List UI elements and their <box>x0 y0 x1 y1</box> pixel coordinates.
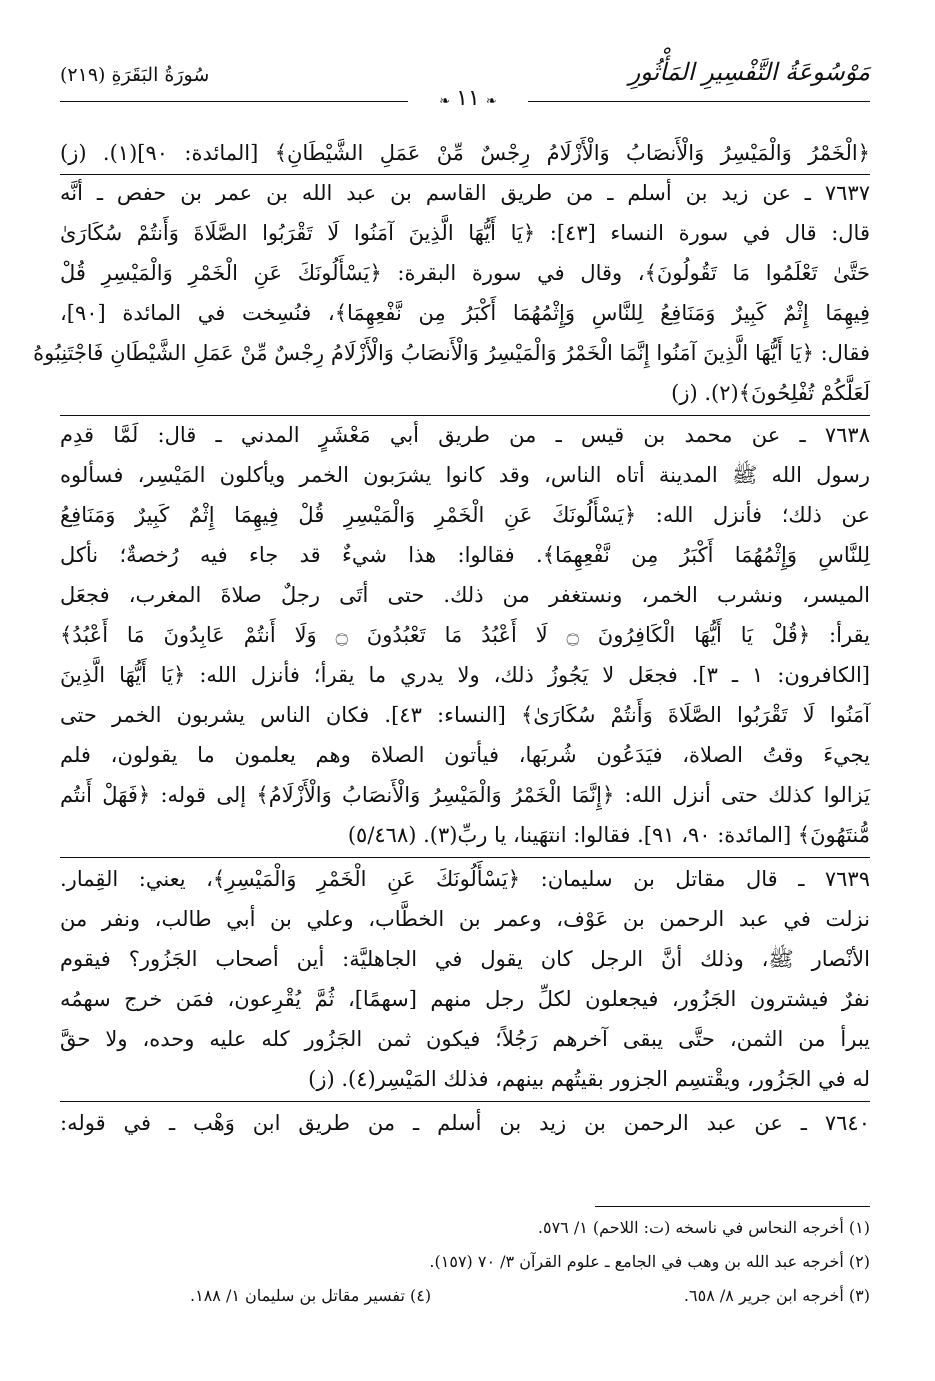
page-number: ❧١١❧ <box>408 86 528 111</box>
paragraph-separator <box>60 174 870 175</box>
text-line: الميسر، ونشرب الخمر، ونستغفر من ذلك. حتى أتَى رجلٌ صلاةَ المغرب، فجعَل <box>60 583 870 607</box>
text-line: ٧٦٣٨ ـ عن محمد بن قيس ـ من طريق أبي مَعْشَرٍ المدني ـ قال: لَمَّا قدِم <box>60 423 870 447</box>
text-line: لِلنَّاسِ وَإِثْمُهُمَا أَكْبَرُ مِن نَّفْعِهِمَا﴾. فقالوا: هذا شيءٌ قد جاء فيه رُخصةٌ؛ نأكل <box>60 543 870 567</box>
text-line: الأنْصار ﷺ، وذلك أنَّ الرجل كان يقول في الجاهليَّة: أين أصحاب الجَزُور؟ فيقوم <box>60 947 870 971</box>
text-line: فِيهِمَا إِثْمٌ كَبِيرٌ وَمَنَافِعُ لِلنَّاسِ وَإِثْمُهُمَا أَكْبَرُ مِن نَّفْعِهِمَا﴾، فنُسِخت في المائدة [٩٠]، <box>60 301 870 325</box>
text-line: ٧٦٣٩ ـ قال مقاتل بن سليمان: ﴿يَسْأَلُونَكَ عَنِ الْخَمْرِ وَالْمَيْسِرِ﴾، يعني: القِمار. <box>60 867 870 891</box>
paragraph-separator <box>60 857 870 858</box>
footnote: (٢) أخرجه عبد الله بن وهب في الجامع ـ علوم القرآن ٣/ ٧٠ (١٥٧). <box>429 1252 870 1271</box>
text-line: نزلت في عبد الرحمن بن عَوْف، وعمر بن الخطَّاب، وعلي بن أبي طالب، ونفر من <box>60 907 870 931</box>
footnote: (١) أخرجه النحاس في ناسخه (ت: اللاحم) ١/ ٥٧٦. <box>537 1218 870 1237</box>
text-line: له في الجَزُور، ويقْتسِم الجزور بقيتُهم بينهم، فذلك المَيْسِر(٤). (ز) <box>308 1067 870 1091</box>
footnote: (٤) تفسير مقاتل بن سليمان ١/ ١٨٨. <box>190 1286 432 1305</box>
text-line: عن ذلك؛ فأنزل الله: ﴿يَسْأَلُونَكَ عَنِ الْخَمْرِ وَالْمَيْسِرِ قُلْ فِيهِمَا إِثْمٌ كَبِيرٌ وَمَنَافِعُ <box>60 503 870 527</box>
text-line: يَزالوا كذلك حتى أنزل الله: ﴿إِنَّمَا الْخَمْرُ وَالْمَيْسِرُ وَالْأَنصَابُ وَالْأَزْلَامُ﴾ إلى قوله: ﴿فَهَلْ أَنتُم <box>60 783 870 807</box>
text-line: رسول الله ﷺ المدينة أتاه الناس، وقد كانوا يشرَبون الخمر ويأكلون المَيْسِر، فسألوه <box>60 463 870 487</box>
text-line: ٧٦٤٠ ـ عن عبد الرحمن بن زيد بن أسلم ـ من طريق ابن وَهْب ـ في قوله: <box>60 1111 870 1135</box>
text-line: لَعَلَّكُمْ تُفْلِحُونَ﴾(٢). (ز) <box>671 381 870 405</box>
text-line: مُّنتَهُونَ﴾ [المائدة: ٩٠، ٩١]. فقالوا: انتهَينا، يا ربِّ(٣). (٥/٤٦٨) <box>347 823 870 847</box>
text-line: ٧٦٣٧ ـ عن زيد بن أسلم ـ من طريق القاسم بن عبد الله بن عمر بن حفص ـ أنَّه <box>60 181 870 205</box>
text-line: نفرٌ فيشترون الجَزُور، فيجعلون لكلِّ رجل منهم [سهمًا]، ثُمَّ يُقْرِعون، فمَن خرج سهمُه <box>60 987 870 1011</box>
text-line: فقال: ﴿يَا أَيُّهَا الَّذِينَ آمَنُوا إِنَّمَا الْخَمْرُ وَالْمَيْسِرُ وَالْأَنصَابُ وَالْأَزْلَامُ رِجْسٌ مِّنْ عَمَلِ الشَّيْطَانِ فَاجْتَنِبُوهُ <box>33 341 870 365</box>
ornament-icon: ❧ <box>439 94 451 109</box>
paragraph-separator <box>60 1101 870 1102</box>
text-line: يقرأ: ﴿قُلْ يَا أَيُّهَا الْكَافِرُونَ ۝ لَا أَعْبُدُ مَا تَعْبُدُونَ ۝ وَلَا أَنتُمْ عَابِدُونَ مَا أَعْبُدُ﴾ <box>60 623 870 647</box>
footnote-rule <box>595 1206 870 1207</box>
text-line: يجيءَ وقتُ الصلاة، فيَدَعُون شُربَها، فيأتون الصلاة وهم يعلمون ما يقولون، فلم <box>60 743 870 767</box>
text-line: حَتَّىٰ تَعْلَمُوا مَا تَقُولُونَ﴾، وقال في سورة البقرة: ﴿يَسْأَلُونَكَ عَنِ الْخَمْرِ وَالْمَيْسِرِ قُلْ <box>60 261 870 285</box>
footnote: (٣) أخرجه ابن جرير ٨/ ٦٥٨. <box>683 1286 870 1305</box>
text-line: قال: قال في سورة النساء [٤٣]: ﴿يَا أَيُّهَا الَّذِينَ آمَنُوا لَا تَقْرَبُوا الصَّلَاةَ وَأَنتُمْ سُكَارَىٰ <box>60 221 870 245</box>
text-line: يبرأ من الثمن، حتَّى يبقى آخرهم رَجُلاً؛ فيكون ثمن الجَزُور كله عليه وحده، ولا حقَّ <box>60 1027 870 1051</box>
paragraph-separator <box>60 415 870 416</box>
text-line: [الكافرون: ١ ـ ٣]. فجعَل لا يَجُوزُ ذلك، ولا يدري ما يقرأ؛ فأنزل الله: ﴿يَا أَيُّهَا الَّذِينَ <box>60 663 870 687</box>
running-title: مَوْسُوعَةُ التَّفْسِيرِ المَأْثُورِ <box>628 58 870 86</box>
text-line: آمَنُوا لَا تَقْرَبُوا الصَّلَاةَ وَأَنتُمْ سُكَارَىٰ﴾ [النساء: ٤٣]. فكان الناس يشربون الخمر حتى <box>60 703 870 727</box>
text-line: ﴿الْخَمْرُ وَالْمَيْسِرُ وَالْأَنصَابُ وَالْأَزْلَامُ رِجْسٌ مِّنْ عَمَلِ الشَّيْطَانِ﴾ [المائدة: ٩٠](١). (ز) <box>60 141 870 165</box>
surah-reference: سُورَةُ البَقَرَةِ (٢١٩) <box>60 64 210 86</box>
ornament-icon: ❧ <box>485 94 497 109</box>
